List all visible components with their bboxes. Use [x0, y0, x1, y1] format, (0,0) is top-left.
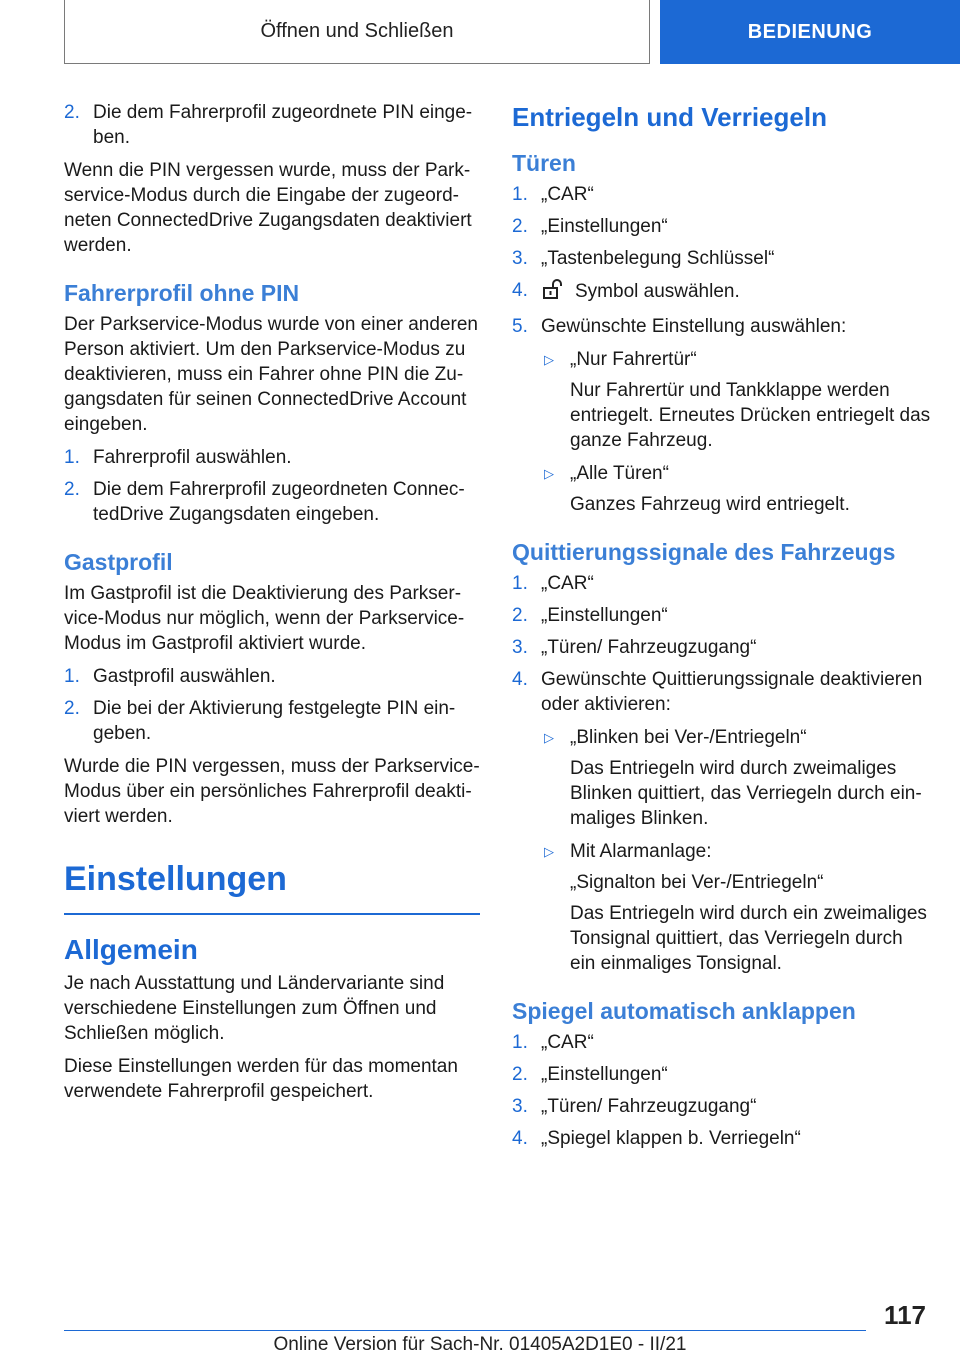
- doors-option-list: [541, 347, 932, 517]
- option-desc: Das Entriegeln wird durch zweimaliges Blinken quittiert, das Verriegeln durch ein‐maliges Blinken.: [570, 758, 922, 829]
- page-number: 117: [884, 1300, 926, 1330]
- step-text: Die dem Fahrerprofil zugeordnete PIN einge‐ben.: [93, 102, 473, 148]
- option-desc: „Signalton bei Ver-/Entriegeln“: [570, 872, 824, 893]
- step-number: 1.: [512, 184, 528, 205]
- list-item: [512, 667, 932, 976]
- list-item: [512, 635, 932, 660]
- step-number: 2.: [512, 1064, 528, 1085]
- heading-confirmation-signals: Quittierungssignale des Fahrzeugs: [512, 539, 896, 565]
- guest-step-list: [64, 664, 480, 746]
- mirror-step-list: [512, 1030, 932, 1151]
- step-number: 2.: [512, 216, 528, 237]
- step-number: 3.: [512, 248, 528, 269]
- left-column: [64, 100, 480, 1112]
- list-item: [512, 214, 932, 239]
- step-number: 2.: [64, 479, 80, 500]
- step-number: 1.: [512, 573, 528, 594]
- signals-option-list: [541, 725, 932, 976]
- option-title: „Blinken bei Ver-/Entriegeln“: [570, 727, 807, 748]
- list-item: [541, 839, 932, 976]
- step-number: 4.: [512, 280, 528, 301]
- list-item: [541, 461, 932, 517]
- triangle-right-icon: ▷: [544, 844, 554, 859]
- step-text: „Tastenbelegung Schlüssel“: [541, 248, 775, 269]
- list-item: [64, 696, 480, 746]
- step-number: 1.: [64, 447, 80, 468]
- footer-divider: [64, 1330, 866, 1331]
- heading-mirror-fold: Spiegel automatisch anklappen: [512, 998, 856, 1024]
- list-item: [512, 1062, 932, 1087]
- list-item: [541, 725, 932, 831]
- right-column: [512, 100, 932, 1159]
- list-item: [64, 445, 480, 470]
- list-item: [64, 100, 480, 150]
- option-desc: Ganzes Fahrzeug wird entriegelt.: [570, 494, 850, 515]
- header-section-title: Öffnen und Schließen: [260, 20, 454, 42]
- header-section-tab: [64, 0, 650, 64]
- list-item: [64, 477, 480, 527]
- doors-step-list: [512, 182, 932, 517]
- padlock-open-icon: [541, 278, 565, 307]
- step-number: 2.: [512, 605, 528, 626]
- step-text: „Einstellungen“: [541, 605, 668, 626]
- step-text: Die bei der Aktivierung festgelegte PIN ein‐geben.: [93, 698, 456, 744]
- pin-forgotten-text: Wenn die PIN vergessen wurde, muss der Park‐service-Modus durch die Eingabe der zugeord‐neten ConnectedDrive Zugangsdaten deaktiviert werden.: [64, 160, 472, 256]
- step-number: 4.: [512, 1128, 528, 1149]
- step-text: „Türen/ Fahrzeugzugang“: [541, 637, 757, 658]
- step-number: 3.: [512, 637, 528, 658]
- step-text: Symbol auswählen.: [575, 281, 740, 302]
- general-text-2: Diese Einstellungen werden für das momentan verwendete Fahrerprofil gespeichert.: [64, 1056, 458, 1102]
- step-text: Gastprofil auswählen.: [93, 666, 276, 687]
- option-desc: Das Entriegeln wird durch ein zweimaliges Tonsignal quittiert, das Verriegeln durch ein einmaliges Tonsignal.: [570, 903, 927, 974]
- list-item: [512, 278, 932, 307]
- no-pin-text: Der Parkservice-Modus wurde von einer anderen Person aktiviert. Um den Parkservice-Modus zu deaktivieren, muss ein Fahrer ohne PIN die Zu‐gangsdaten für seinen ConnectedDrive Account eingeben.: [64, 314, 478, 435]
- heading-no-pin: Fahrerprofil ohne PIN: [64, 280, 300, 306]
- pin-step-list: [64, 100, 480, 150]
- option-title: „Nur Fahrertür“: [570, 349, 697, 370]
- option-desc: Nur Fahrertür und Tankklappe werden entriegelt. Erneutes Drücken entriegelt das ganze Fahrzeug.: [570, 380, 931, 451]
- list-item: [64, 664, 480, 689]
- heading-settings: Einstellungen: [64, 859, 480, 915]
- guest-text: Im Gastprofil ist die Deaktivierung des Parkser‐vice-Modus nur möglich, wenn der Parkservice-Modus im Gastprofil aktiviert wurde.: [64, 583, 465, 654]
- no-pin-step-list: [64, 445, 480, 527]
- list-item: [541, 347, 932, 453]
- step-number: 2.: [64, 698, 80, 719]
- step-number: 1.: [64, 666, 80, 687]
- list-item: [512, 1030, 932, 1055]
- list-item: [512, 246, 932, 271]
- step-text: „CAR“: [541, 1032, 594, 1053]
- list-item: [512, 1126, 932, 1151]
- list-item: [512, 603, 932, 628]
- list-item: [512, 314, 932, 517]
- general-text-1: Je nach Ausstattung und Ländervariante sind verschiedene Einstellungen zum Öffnen und Schließen möglich.: [64, 973, 445, 1044]
- step-text: „Einstellungen“: [541, 1064, 668, 1085]
- option-title: „Alle Türen“: [570, 463, 669, 484]
- step-text: Die dem Fahrerprofil zugeordneten Connec‐tedDrive Zugangsdaten eingeben.: [93, 479, 465, 525]
- triangle-right-icon: ▷: [544, 466, 554, 481]
- triangle-right-icon: ▷: [544, 730, 554, 745]
- step-text: Gewünschte Quittierungssignale deaktivieren oder aktivieren:: [541, 669, 923, 715]
- triangle-right-icon: ▷: [544, 352, 554, 367]
- heading-doors: Türen: [512, 150, 576, 176]
- step-text: „CAR“: [541, 573, 594, 594]
- step-text: „Türen/ Fahrzeugzugang“: [541, 1096, 757, 1117]
- step-text: Gewünschte Einstellung auswählen:: [541, 316, 847, 337]
- footer-version-text: Online Version für Sach-Nr. 01405A2D1E0 - II/21: [273, 1334, 687, 1355]
- list-item: [512, 182, 932, 207]
- step-text: „Spiegel klappen b. Verriegeln“: [541, 1128, 801, 1149]
- signals-step-list: [512, 571, 932, 976]
- list-item: [512, 1094, 932, 1119]
- step-number: 5.: [512, 316, 528, 337]
- header-chapter-title: BEDIENUNG: [747, 20, 873, 43]
- step-number: 2.: [64, 102, 80, 123]
- guest-forgot-text: Wurde die PIN vergessen, muss der Parkservice-Modus über ein persönliches Fahrerprofil deakti‐viert werden.: [64, 756, 480, 827]
- heading-unlock-lock: Entriegeln und Verriegeln: [512, 102, 827, 132]
- step-text: Fahrerprofil auswählen.: [93, 447, 292, 468]
- step-number: 4.: [512, 669, 528, 690]
- step-text: „Einstellungen“: [541, 216, 668, 237]
- header-chapter-tab[interactable]: [660, 0, 960, 64]
- step-number: 3.: [512, 1096, 528, 1117]
- heading-guest-profile: Gastprofil: [64, 549, 173, 575]
- heading-general: Allgemein: [64, 934, 198, 965]
- list-item: [512, 571, 932, 596]
- step-number: 1.: [512, 1032, 528, 1053]
- step-text: „CAR“: [541, 184, 594, 205]
- option-title: Mit Alarmanlage:: [570, 841, 712, 862]
